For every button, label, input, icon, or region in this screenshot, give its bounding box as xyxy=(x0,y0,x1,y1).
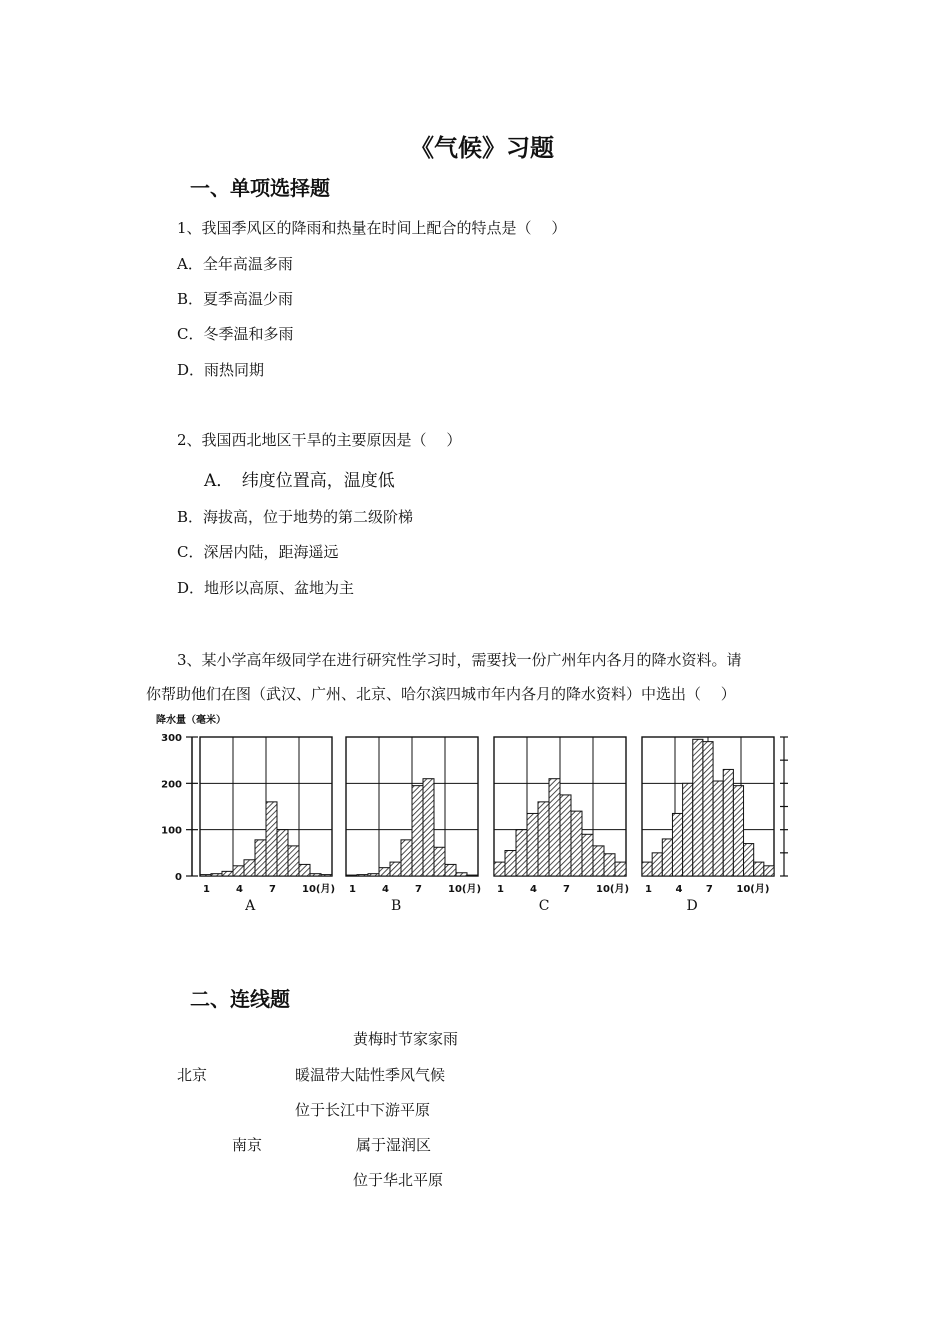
chart-panel-c xyxy=(494,737,629,914)
question-1-option-a: A．全年高温多雨 xyxy=(177,255,293,273)
bar xyxy=(368,874,379,876)
question-2-stem: 2、我国西北地区干旱的主要原因是（ ） xyxy=(177,431,462,449)
bar xyxy=(299,864,310,876)
bar xyxy=(277,830,288,876)
bar xyxy=(321,875,332,876)
bar xyxy=(764,866,774,876)
bar xyxy=(255,840,266,876)
question-2-option-b: B．海拔高，位于地势的第二级阶梯 xyxy=(177,508,414,526)
question-2-option-a: A． 纬度位置高，温度低 xyxy=(204,471,395,491)
x-tick-label: 1 xyxy=(497,884,504,895)
precipitation-chart xyxy=(150,710,800,920)
bar xyxy=(615,862,626,876)
y-tick-label: 0 xyxy=(175,872,182,883)
bar xyxy=(582,834,593,876)
matching-right-item-2: 暖温带大陆性季风气候 xyxy=(295,1066,446,1084)
x-tick-label: 7 xyxy=(269,884,276,895)
bar xyxy=(456,873,467,876)
bar xyxy=(222,871,233,876)
chart-panel-b xyxy=(346,737,481,914)
matching-left-item-beijing: 北京 xyxy=(177,1066,208,1084)
bar xyxy=(505,851,516,876)
bar xyxy=(200,875,211,876)
question-3-stem-line-1: 3、某小学高年级同学在进行研究性学习时，需要找一份广州年内各月的降水资料。请 xyxy=(177,651,742,669)
bar xyxy=(516,830,527,876)
x-tick-label: 10(月) xyxy=(596,884,630,895)
panel-label: D xyxy=(686,898,698,914)
bar xyxy=(672,813,682,876)
chart-panel-d xyxy=(642,737,774,914)
chart-panel-a xyxy=(200,737,335,914)
x-tick-label: 4 xyxy=(530,884,537,895)
x-tick-label: 10(月) xyxy=(736,884,770,895)
bar xyxy=(683,783,693,876)
bar xyxy=(244,860,255,876)
bar xyxy=(211,874,222,876)
bar xyxy=(423,779,434,876)
matching-left-item-nanjing: 南京 xyxy=(232,1136,263,1154)
x-tick-label: 7 xyxy=(415,884,422,895)
bar xyxy=(733,786,743,876)
page-title: 《气候》习题 xyxy=(410,133,554,162)
bar xyxy=(266,802,277,876)
question-1-option-b: B．夏季高温少雨 xyxy=(177,290,294,308)
bar xyxy=(693,739,703,876)
question-3-stem-line-2: 你帮助他们在图（武汉、广州、北京、哈尔滨四城市年内各月的降水资料）中选出（ ） xyxy=(146,685,736,703)
x-tick-label: 4 xyxy=(675,884,683,895)
bar xyxy=(412,786,423,876)
bar xyxy=(754,862,764,876)
bar xyxy=(593,846,604,876)
bar xyxy=(346,875,357,876)
bar xyxy=(662,839,672,876)
panel-label: A xyxy=(245,898,256,914)
x-tick-label: 4 xyxy=(236,884,243,895)
x-tick-label: 1 xyxy=(203,884,210,895)
bar xyxy=(723,769,733,876)
matching-right-item-1: 黄梅时节家家雨 xyxy=(353,1030,459,1048)
x-tick-label: 7 xyxy=(563,884,570,895)
bar xyxy=(703,742,713,876)
bar xyxy=(401,840,412,876)
matching-right-item-4: 属于湿润区 xyxy=(356,1136,432,1154)
bar xyxy=(571,811,582,876)
y-axis-label: 降水量（毫米） xyxy=(156,715,226,726)
bar xyxy=(233,866,244,876)
question-1-option-c: C．冬季温和多雨 xyxy=(177,325,294,343)
bar xyxy=(652,853,662,876)
bar xyxy=(390,862,401,876)
section-heading-matching: 二、连线题 xyxy=(190,987,290,1011)
bar xyxy=(288,846,299,876)
panel-label: B xyxy=(391,898,402,914)
bar xyxy=(434,847,445,876)
matching-right-item-3: 位于长江中下游平原 xyxy=(295,1101,431,1119)
bar xyxy=(527,813,538,876)
bar xyxy=(445,864,456,876)
bar xyxy=(357,875,368,876)
question-1-stem: 1、我国季风区的降雨和热量在时间上配合的特点是（ ） xyxy=(177,219,567,237)
x-tick-label: 10(月) xyxy=(302,884,336,895)
precipitation-chart-svg xyxy=(150,710,800,920)
bar xyxy=(467,875,478,876)
bar xyxy=(549,779,560,876)
x-tick-label: 10(月) xyxy=(448,884,482,895)
question-2-option-d: D．地形以高原、盆地为主 xyxy=(177,579,355,597)
section-heading-single-choice: 一、单项选择题 xyxy=(190,176,330,200)
y-tick-label: 200 xyxy=(161,779,182,791)
bar xyxy=(310,874,321,876)
bar xyxy=(379,868,390,876)
bar xyxy=(642,862,652,876)
panel-label: C xyxy=(538,898,550,914)
bar xyxy=(560,795,571,876)
x-tick-label: 1 xyxy=(349,884,356,895)
y-tick-label: 300 xyxy=(161,733,182,744)
bar xyxy=(538,802,549,876)
bar xyxy=(744,844,754,876)
bar xyxy=(713,781,723,876)
matching-right-item-5: 位于华北平原 xyxy=(353,1171,444,1189)
x-tick-label: 4 xyxy=(382,884,389,895)
x-tick-label: 1 xyxy=(645,884,652,895)
bar xyxy=(604,854,615,876)
y-tick-label: 100 xyxy=(161,825,182,837)
question-2-option-c: C．深居内陆，距海遥远 xyxy=(177,543,339,561)
bar xyxy=(494,862,505,876)
x-tick-label: 7 xyxy=(705,884,713,895)
question-1-option-d: D．雨热同期 xyxy=(177,361,265,379)
